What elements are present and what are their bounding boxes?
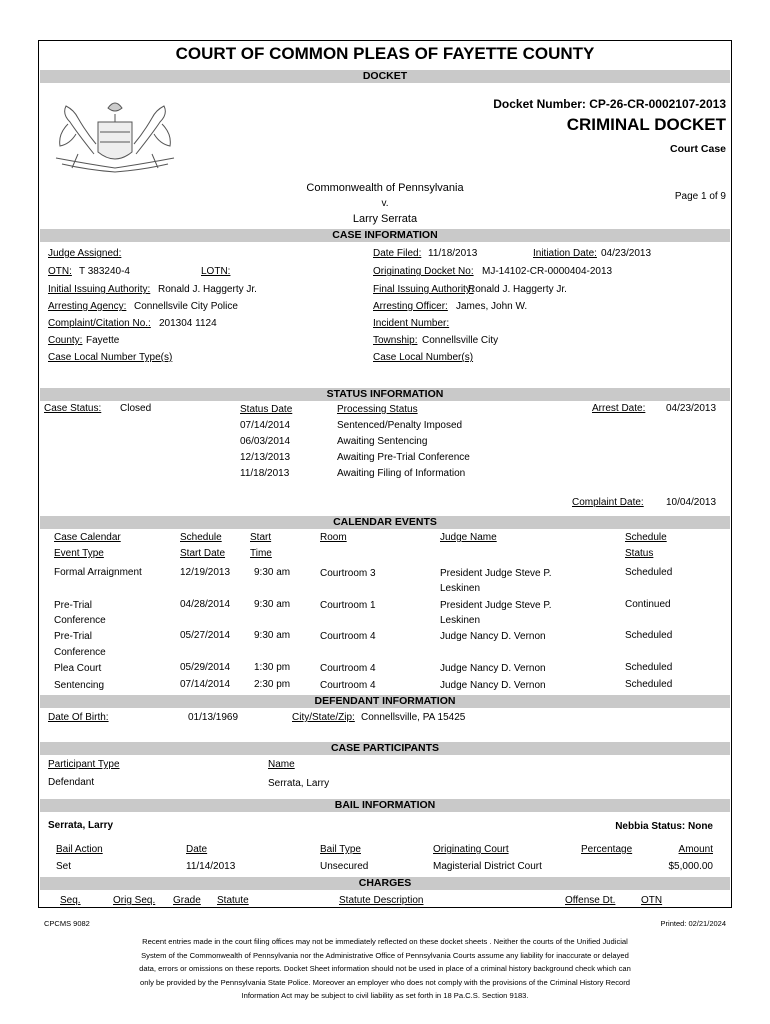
- final-authority-value: Ronald J. Haggerty Jr.: [468, 284, 567, 295]
- caption-commonwealth: Commonwealth of Pennsylvania: [306, 182, 464, 194]
- caption-defendant: Larry Serrata: [352, 213, 418, 225]
- initiation-date-value: 04/23/2013: [601, 248, 652, 259]
- bail-date-header: Date: [186, 844, 208, 855]
- bail-amount-header: Amount: [678, 844, 713, 855]
- arresting-officer-label: Arresting Officer:: [373, 301, 448, 312]
- docket-type: CRIMINAL DOCKET: [566, 115, 726, 134]
- event-type: Conference: [54, 615, 106, 626]
- bail-date: 11/14/2013: [186, 861, 236, 872]
- processing-status: Awaiting Filing of Information: [337, 468, 466, 479]
- status-information-bar: STATUS INFORMATION: [40, 388, 730, 401]
- county-value: Fayette: [86, 335, 120, 346]
- complaint-date-label: Complaint Date:: [572, 497, 644, 508]
- calendar-header-type: Event Type: [54, 548, 104, 559]
- event-status: Scheduled: [625, 662, 673, 673]
- event-date: 12/19/2013: [180, 567, 231, 578]
- date-filed-value: 11/18/2013: [428, 248, 478, 259]
- event-time: 1:30 pm: [254, 662, 291, 673]
- pennsylvania-coat-of-arms-icon: [48, 94, 183, 174]
- final-authority-label: Final Issuing Authority:: [373, 284, 474, 295]
- nebbia-status: Nebbia Status: None: [615, 821, 713, 832]
- participant-type: Defendant: [48, 777, 95, 788]
- case-participants-bar: CASE PARTICIPANTS: [40, 742, 730, 755]
- status-date: 07/14/2014: [240, 420, 291, 431]
- bail-amount: $5,000.00: [668, 861, 713, 872]
- event-type: Sentencing: [54, 680, 105, 691]
- calendar-header-status: Status: [625, 548, 654, 559]
- disclaimer-line: Information Act may be subject to civil liability as set forth in 18 Pa.C.S. Section 9183.: [241, 991, 529, 1000]
- bail-action-header: Bail Action: [56, 844, 103, 855]
- event-status: Scheduled: [625, 567, 673, 578]
- calendar-header-type: Case Calendar: [54, 532, 121, 543]
- otn-label: OTN:: [48, 266, 72, 277]
- case-information-bar: CASE INFORMATION: [40, 229, 730, 242]
- printed-date: Printed: 02/21/2024: [660, 919, 726, 928]
- event-judge: Leskinen: [440, 583, 481, 594]
- case-status-label: Case Status:: [44, 403, 102, 414]
- participant-type-header: Participant Type: [48, 759, 120, 770]
- event-room: Courtroom 4: [320, 680, 376, 691]
- processing-status: Awaiting Sentencing: [337, 436, 428, 447]
- event-judge: President Judge Steve P.: [440, 600, 552, 611]
- case-local-numbers-label: Case Local Number(s): [373, 352, 474, 363]
- defendant-information-bar: DEFENDANT INFORMATION: [40, 695, 730, 708]
- event-type: Conference: [54, 647, 106, 658]
- calendar-events-bar: CALENDAR EVENTS: [40, 516, 730, 529]
- event-room: Courtroom 4: [320, 631, 376, 642]
- bail-type: Unsecured: [320, 861, 369, 872]
- event-date: 05/27/2014: [180, 630, 231, 641]
- charges-offense-date-header: Offense Dt.: [565, 895, 616, 906]
- event-status: Scheduled: [625, 679, 673, 690]
- bail-type-header: Bail Type: [320, 844, 361, 855]
- event-judge: Leskinen: [440, 615, 481, 626]
- bail-court: Magisterial District Court: [433, 861, 542, 872]
- event-type: Pre-Trial: [54, 600, 92, 611]
- event-status: Scheduled: [625, 630, 673, 641]
- date-of-birth-label: Date Of Birth:: [48, 712, 109, 723]
- event-type: Plea Court: [54, 663, 102, 674]
- city-state-zip-value: Connellsville, PA 15425: [361, 712, 466, 723]
- calendar-header-status: Schedule: [625, 532, 667, 543]
- charges-grade-header: Grade: [173, 895, 201, 906]
- incident-number-label: Incident Number:: [373, 318, 450, 329]
- processing-status-header: Processing Status: [337, 404, 418, 415]
- disclaimer: [80, 935, 690, 1003]
- form-number: CPCMS 9082: [44, 919, 90, 928]
- participant-name: Serrata, Larry: [268, 778, 330, 789]
- court-title: COURT OF COMMON PLEAS OF FAYETTE COUNTY: [175, 44, 595, 63]
- charges-bar: CHARGES: [40, 877, 730, 890]
- calendar-header-judge: Judge Name: [440, 532, 497, 543]
- event-judge: President Judge Steve P.: [440, 568, 552, 579]
- event-room: Courtroom 3: [320, 568, 376, 579]
- event-type: Formal Arraignment: [54, 567, 142, 578]
- charges-seq-header: Seq.: [60, 895, 81, 906]
- processing-status: Sentenced/Penalty Imposed: [337, 420, 463, 431]
- charges-statute-header: Statute: [217, 895, 249, 906]
- arresting-agency-value: Connellsvile City Police: [134, 301, 238, 312]
- arrest-date-label: Arrest Date:: [592, 403, 646, 414]
- calendar-header-date: Schedule: [180, 532, 222, 543]
- charges-description-header: Statute Description: [339, 895, 424, 906]
- arrest-date-value: 04/23/2013: [666, 403, 717, 414]
- calendar-header-room: Room: [320, 532, 347, 543]
- charges-orig-seq-header: Orig Seq.: [113, 895, 156, 906]
- originating-docket-value: MJ-14102-CR-0000404-2013: [482, 266, 613, 277]
- calendar-header-time: Time: [250, 548, 272, 559]
- status-date: 11/18/2013: [240, 468, 290, 479]
- bail-person: Serrata, Larry: [48, 820, 114, 831]
- processing-status: Awaiting Pre-Trial Conference: [337, 452, 470, 463]
- complaint-date-value: 10/04/2013: [666, 497, 717, 508]
- bail-action: Set: [56, 861, 72, 872]
- complaint-number-label: Complaint/Citation No.:: [48, 318, 151, 329]
- township-value: Connellsville City: [422, 335, 499, 346]
- docket-bar: DOCKET: [40, 70, 730, 83]
- event-room: Courtroom 1: [320, 600, 376, 611]
- calendar-header-time: Start: [250, 532, 272, 543]
- judge-assigned-label: Judge Assigned:: [48, 248, 122, 259]
- date-filed-label: Date Filed:: [373, 248, 422, 259]
- charges-otn-header: OTN: [641, 895, 663, 906]
- initial-authority-value: Ronald J. Haggerty Jr.: [158, 284, 257, 295]
- participant-name-header: Name: [268, 759, 295, 770]
- initial-authority-label: Initial Issuing Authority:: [48, 284, 151, 295]
- disclaimer-line: data, errors or omissions on these reports. Docket Sheet information should not be used in place of a criminal history background check which can: [139, 964, 631, 973]
- caption-versus: v.: [381, 198, 389, 209]
- page-indicator: Page 1 of 9: [674, 191, 726, 202]
- status-date: 12/13/2013: [240, 452, 291, 463]
- event-judge: Judge Nancy D. Vernon: [440, 680, 546, 691]
- event-date: 07/14/2014: [180, 679, 231, 690]
- bail-percentage-header: Percentage: [581, 844, 633, 855]
- event-judge: Judge Nancy D. Vernon: [440, 663, 546, 674]
- bail-information-bar: BAIL INFORMATION: [40, 799, 730, 812]
- otn-value: T 383240-4: [79, 266, 130, 277]
- status-date-header: Status Date: [240, 404, 293, 415]
- event-time: 9:30 am: [254, 599, 291, 610]
- event-time: 9:30 am: [254, 630, 291, 641]
- calendar-header-date: Start Date: [180, 548, 226, 559]
- city-state-zip-label: City/State/Zip:: [292, 712, 355, 723]
- court-case-label: Court Case: [669, 143, 726, 155]
- event-status: Continued: [625, 599, 671, 610]
- arresting-officer-value: James, John W.: [456, 301, 528, 312]
- initiation-date-label: Initiation Date:: [533, 248, 597, 259]
- status-date: 06/03/2014: [240, 436, 291, 447]
- event-date: 04/28/2014: [180, 599, 231, 610]
- event-date: 05/29/2014: [180, 662, 231, 673]
- case-local-number-type-label: Case Local Number Type(s): [48, 352, 173, 363]
- township-label: Township:: [373, 335, 418, 346]
- disclaimer-line: Recent entries made in the court filing offices may not be immediately reflected on these docket sheets . Neither the courts of the Unified Judicial: [142, 937, 628, 946]
- originating-docket-label: Originating Docket No:: [373, 266, 474, 277]
- bail-court-header: Originating Court: [433, 844, 509, 855]
- event-judge: Judge Nancy D. Vernon: [440, 631, 546, 642]
- lotn-label: LOTN:: [201, 266, 231, 277]
- event-room: Courtroom 4: [320, 663, 376, 674]
- event-type: Pre-Trial: [54, 631, 92, 642]
- complaint-number-value: 201304 1124: [159, 318, 217, 329]
- event-time: 2:30 pm: [254, 679, 291, 690]
- case-status-value: Closed: [120, 403, 152, 414]
- disclaimer-line: only be provided by the Pennsylvania State Police. Moreover an employer who does not comply with the provisions of the Criminal History Record: [139, 977, 631, 987]
- county-label: County:: [48, 335, 83, 346]
- date-of-birth-value: 01/13/1969: [188, 712, 239, 723]
- docket-number: Docket Number: CP-26-CR-0002107-2013: [493, 97, 726, 111]
- disclaimer-line: System of the Commonwealth of Pennsylvania nor the Administrative Office of Pennsylvania Courts assume any liability for inaccurate or delayed: [141, 950, 629, 960]
- event-time: 9:30 am: [254, 567, 291, 578]
- arresting-agency-label: Arresting Agency:: [48, 301, 127, 312]
